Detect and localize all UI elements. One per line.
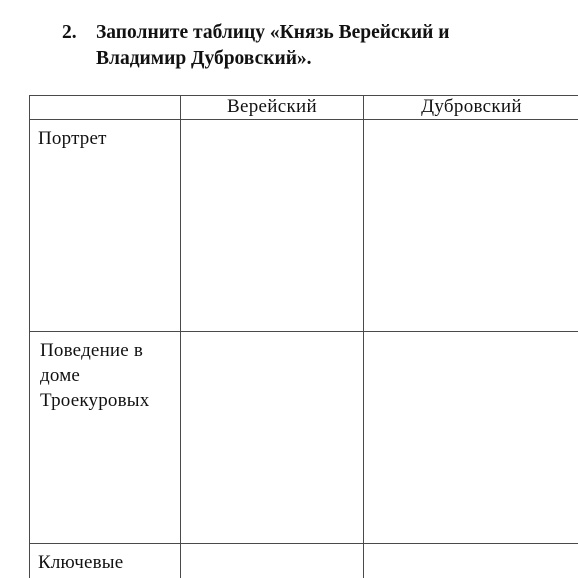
- answer-cell-portrait-vereisky[interactable]: [181, 120, 364, 332]
- answer-cell-behavior-vereisky[interactable]: [181, 332, 364, 544]
- answer-cell-behavior-dubrovsky[interactable]: [364, 332, 578, 544]
- row-label-cell: [30, 544, 181, 578]
- answer-cell-key-dubrovsky[interactable]: [364, 544, 578, 578]
- task-heading: [62, 20, 562, 72]
- answer-cell-portrait-dubrovsky[interactable]: [364, 120, 578, 332]
- task-text-line-1: Заполните таблицу «Князь Верейский и: [96, 22, 450, 43]
- row-label-cell: [30, 120, 181, 332]
- row-label-key: Ключевые: [38, 552, 124, 573]
- header-dubrovsky: Дубровский: [364, 96, 578, 120]
- row-label-behavior: [30, 332, 180, 413]
- row-label-behavior-line-3: Троекуровых: [40, 390, 150, 411]
- task-heading-line-1: [62, 20, 562, 46]
- header-vereisky: Верейский: [181, 96, 364, 120]
- header-corner-cell: [30, 96, 181, 120]
- row-label-behavior-line-1: Поведение в: [40, 340, 144, 361]
- row-label-behavior-line-2: доме: [40, 365, 81, 386]
- table-header-row: [30, 96, 578, 120]
- row-label-portrait: Портрет: [38, 128, 107, 149]
- table-row-portrait: [30, 120, 578, 332]
- comparison-table: [29, 95, 578, 578]
- answer-cell-key-vereisky[interactable]: [181, 544, 364, 578]
- table-row-key: [30, 544, 578, 578]
- task-text-line-2: Владимир Дубровский».: [96, 48, 312, 69]
- task-number: 2.: [62, 22, 77, 43]
- table-row-behavior: [30, 332, 578, 544]
- row-label-cell: [30, 332, 181, 544]
